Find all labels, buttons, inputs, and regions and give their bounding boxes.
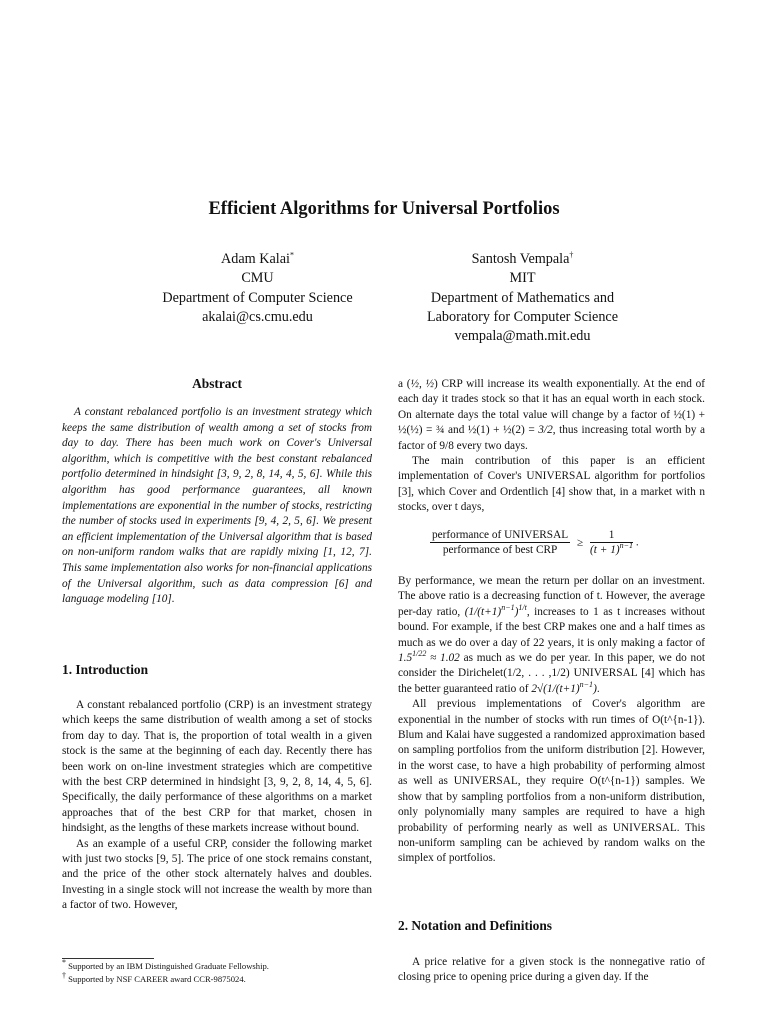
- right-paragraph-1: a (½, ½) CRP will increase its wealth exponentially. At the end of each day it trades stock so that it has an equal worth in each stock. On alternate days the total value will change by a factor of ½(1) + ½(½) = ¾ and ½(1) + ½(2) = 3/2, thus increasing total worth by a factor of 9/8 every two days.: [398, 378, 706, 452]
- author-department: Department of Mathematics and: [430, 289, 615, 306]
- footnote-1: * Supported by an IBM Distinguished Graduate Fellowship.: [62, 958, 269, 971]
- section-1-heading: 1. Introduction: [62, 662, 149, 677]
- author-email: akalai@cs.cmu.edu: [202, 308, 313, 325]
- author-department-2: Laboratory for Computer Science: [426, 308, 619, 325]
- equation-fraction: $\frac{\text{performance of UNIVERSAL}}{\text{performance of best CRP}}$: [432, 529, 569, 556]
- intro-paragraph-1: A constant rebalanced portfolio (CRP) is an investment strategy which keeps the same distribution of wealth among a set of stocks from day to day. That is, the proportion of total wealth in a given stock is the same at the beginning of each day. Recently there has been work on on-line investment strategies which are competitive with the best CRP determined in hindsight [3, 9, 2, 8, 14, 4, 5, 6]. Specifically, the daily performance of these algorithms on a market approaches that of the best CRP for that market, chosen in hindsight, as the lengths of these markets increase without bound.: [62, 699, 372, 835]
- footnote-rule: [62, 958, 154, 959]
- author-block-1: [130, 250, 385, 327]
- notation-body: [398, 955, 705, 986]
- abstract-heading: Abstract: [192, 376, 242, 391]
- equation-ratio: $\frac{\text{performance of UNIVERSAL}}{\text{performance of best CRP}}$ ≥ $\frac{1}{(t + 1)^{n-1}}$ .: [432, 529, 639, 556]
- author-email: vempala@math.mit.edu: [454, 328, 591, 345]
- author-block-2: [385, 250, 660, 346]
- right-column-body-1: [398, 377, 705, 516]
- author-name: Santosh Vempala†: [471, 250, 574, 267]
- footnote-2: † Supported by NSF CAREER award CCR-9875024.: [62, 971, 246, 984]
- equation-bound: $\frac{1}{(t + 1)^{n-1}}$: [590, 529, 634, 556]
- right-paragraph-3: By performance, we mean the return per dollar on an investment. The above ratio is a decreasing function of t. However, the average per-day ratio, $(1/(t+1)^{n-1})^{1/t}$, increases to 1 as t increases without bound. For example, if the best CRP makes one and a half times as much as we do over a day of 22 years, it is only making a factor of $1.5^{1/22} \approx 1.02$ as much as we do per year. In this paper, we do not consider the Dirichelet(1/2, . . . ,1/2) UNIVERSAL [4] which has the better guaranteed ratio of $2√(1/(t+1)^{n-1})$.: [398, 575, 706, 695]
- author-affiliation: MIT: [509, 270, 536, 287]
- section-2-heading: 2. Notation and Definitions: [398, 918, 553, 933]
- author-affiliation: CMU: [241, 270, 274, 287]
- paper-title: Efficient Algorithms for Universal Portfolios: [208, 199, 560, 219]
- introduction-body: [62, 698, 372, 914]
- right-paragraph-2: The main contribution of this paper is an efficient implementation of Cover's UNIVERSAL algorithm for portfolios [3], which Cover and Ordentlich [4] show that, in a market with n stocks, over t days,: [398, 455, 705, 514]
- right-paragraph-4: All previous implementations of Cover's algorithm are exponential in the number of stocks with run times of O(t^{n-1}). Blum and Kalai have suggested a randomized approximation based on sampling portfolios from the uniform distribution [2]. However, in the worst case, to have a high probability of performing almost as well as UNIVERSAL, they require O(t^{n-1}) samples. We show that by sampling portfolios from a non-uniform distribution, only polynomially many samples are required to have a high probability of performing nearly as well as UNIVERSAL. This non-uniform sampling can be achieved by random walks on the simplex of portfolios.: [398, 698, 705, 865]
- author-name: Adam Kalai*: [221, 250, 294, 267]
- notation-paragraph-1: A price relative for a given stock is the nonnegative ratio of closing price to opening price during a given day. If the: [398, 956, 705, 984]
- right-column-body-2: [398, 574, 705, 867]
- intro-paragraph-2: As an example of a useful CRP, consider the following market with just two stocks [9, 5]. The price of one stock remains constant, and the price of the other stock alternately halves and doubles. Investing in a single stock will not increase the wealth by more than a factor of two. However,: [62, 837, 372, 912]
- abstract-text: A constant rebalanced portfolio is an investment strategy which keeps the same distribution of wealth among a set of stocks from day to day. There has been much work on Cover's Universal algorithm, which is competitive with the best constant rebalanced portfolio determined in hindsight [3, 9, 2, 8, 14, 4, 5, 6]. While this algorithm has good performance guarantees, all known implementations are exponential in the number of stocks, restricting the number of stocks used in experiments [9, 4, 2, 5, 6]. We present an efficient implementation of the Universal algorithm that is based on non-uniform random walks that are rapidly mixing [1, 12, 7]. This same implementation also works for non-financial applications of the Universal algorithm, such as data compression [6] and language modeling [10].: [62, 406, 372, 606]
- author-department: Department of Computer Science: [162, 289, 353, 306]
